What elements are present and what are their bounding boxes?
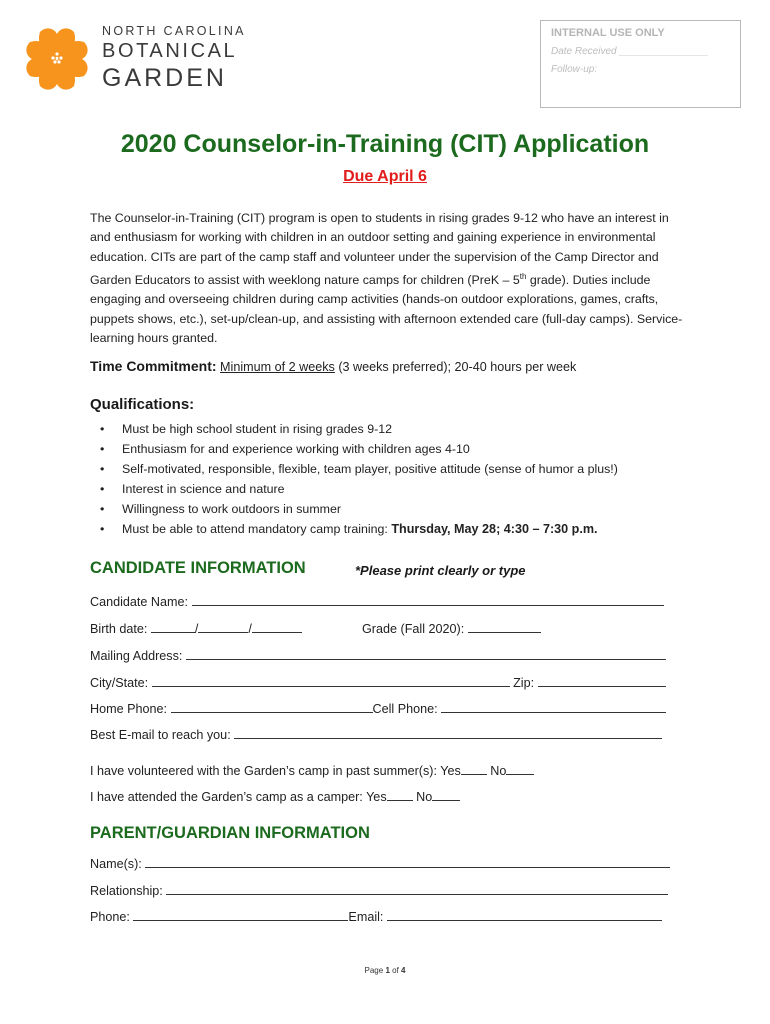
city-zip-row bbox=[90, 674, 666, 690]
parent-names-label: Name(s): bbox=[90, 857, 142, 871]
birth-sep-2: / bbox=[248, 622, 252, 636]
list-item: • Willingness to work outdoors in summer bbox=[100, 500, 618, 520]
list-item: • Enthusiasm for and experience working with children ages 4-10 bbox=[100, 440, 618, 460]
volunteered-label: I have volunteered with the Garden’s camp in past summer(s): Yes bbox=[90, 764, 461, 778]
intro-superscript: th bbox=[519, 271, 527, 281]
list-item: • Interest in science and nature bbox=[100, 480, 618, 500]
grade-label: Grade (Fall 2020): bbox=[362, 622, 465, 636]
grade-row bbox=[362, 620, 541, 636]
best-email-label: Best E-mail to reach you: bbox=[90, 728, 231, 742]
camper-no-label: No bbox=[416, 790, 433, 804]
volunteered-no-label: No bbox=[490, 764, 507, 778]
relationship-row bbox=[90, 882, 668, 898]
internal-use-box bbox=[540, 20, 741, 108]
mailing-address-row bbox=[90, 647, 666, 663]
mailing-address-label: Mailing Address: bbox=[90, 649, 183, 663]
logo-line-2: BOTANICAL bbox=[102, 40, 238, 62]
page-footer bbox=[0, 966, 770, 975]
city-state-label: City/State: bbox=[90, 676, 149, 690]
birth-day-field[interactable] bbox=[198, 620, 248, 633]
due-date: Due April 6 bbox=[343, 168, 427, 185]
intro-text-1: The Counselor-in-Training (CIT) program is open to students in rising grades 9-12 who have an interest in and enthusiasm for working with children in an outdoor setting and gaining experience in environmental education. CITs are part of the camp staff and volunteer under the supervision of the Camp Director and Garden Educators to assist with weeklong nature camps for children (PreK – 5 bbox=[90, 211, 669, 288]
parent-email-field[interactable] bbox=[387, 908, 662, 921]
candidate-name-row bbox=[90, 593, 664, 609]
parent-phone-label: Phone: bbox=[90, 910, 130, 924]
time-commitment-rest: (3 weeks preferred); 20-40 hours per week bbox=[334, 360, 577, 374]
birth-month-field[interactable] bbox=[151, 620, 195, 633]
dogwood-flower-icon bbox=[22, 24, 92, 94]
zip-label: Zip: bbox=[513, 676, 535, 690]
birth-year-field[interactable] bbox=[252, 620, 302, 633]
birth-date-label: Birth date: bbox=[90, 622, 148, 636]
volunteered-row bbox=[90, 762, 534, 778]
page-number: 1 bbox=[385, 966, 390, 975]
parent-email-label: Email: bbox=[348, 910, 384, 924]
page-total: 4 bbox=[401, 966, 406, 975]
zip-field[interactable] bbox=[538, 674, 666, 687]
parent-phone-field[interactable] bbox=[133, 908, 348, 921]
camper-row bbox=[90, 788, 460, 804]
qualifications-list bbox=[100, 420, 618, 539]
training-text: Must be able to attend mandatory camp training: bbox=[122, 521, 392, 536]
intro-paragraph bbox=[90, 209, 690, 348]
camper-yes-field[interactable] bbox=[387, 788, 413, 801]
page-label: Page bbox=[364, 966, 384, 975]
mailing-address-field[interactable] bbox=[186, 647, 666, 660]
time-commitment-label: Time Commitment: bbox=[90, 358, 217, 374]
garden-logo bbox=[22, 24, 252, 94]
print-clearly-note: *Please print clearly or type bbox=[355, 563, 526, 578]
home-phone-field[interactable] bbox=[171, 700, 373, 713]
internal-use-title: INTERNAL USE ONLY bbox=[551, 27, 665, 39]
parent-phone-email-row bbox=[90, 908, 662, 924]
best-email-field[interactable] bbox=[234, 726, 662, 739]
camper-no-field[interactable] bbox=[432, 788, 460, 801]
qualifications-heading: Qualifications: bbox=[90, 396, 195, 413]
cell-phone-field[interactable] bbox=[441, 700, 666, 713]
list-item: • Self-motivated, responsible, flexible, team player, positive attitude (sense of humor a plus!) bbox=[100, 460, 618, 480]
phone-row bbox=[90, 700, 666, 716]
list-item bbox=[100, 520, 618, 540]
date-received-field: Date Received ________________ bbox=[551, 46, 709, 57]
city-state-field[interactable] bbox=[152, 674, 510, 687]
relationship-field[interactable] bbox=[166, 882, 668, 895]
page-title: 2020 Counselor-in-Training (CIT) Application bbox=[120, 130, 650, 158]
parent-names-field[interactable] bbox=[145, 855, 670, 868]
email-row bbox=[90, 726, 662, 742]
birth-date-row bbox=[90, 620, 302, 636]
logo-line-1: NORTH CAROLINA bbox=[102, 24, 246, 38]
logo-line-3: GARDEN bbox=[102, 64, 227, 92]
candidate-name-label: Candidate Name: bbox=[90, 595, 189, 609]
volunteered-no-field[interactable] bbox=[506, 762, 534, 775]
candidate-name-field[interactable] bbox=[192, 593, 664, 606]
cell-phone-label: Cell Phone: bbox=[372, 702, 438, 716]
list-item: • Must be high school student in rising grades 9-12 bbox=[100, 420, 618, 440]
parent-info-heading: PARENT/GUARDIAN INFORMATION bbox=[90, 824, 370, 842]
grade-field[interactable] bbox=[468, 620, 541, 633]
volunteered-yes-field[interactable] bbox=[461, 762, 487, 775]
candidate-info-heading: CANDIDATE INFORMATION bbox=[90, 559, 306, 577]
camper-label: I have attended the Garden’s camp as a camper: Yes bbox=[90, 790, 387, 804]
intro-text-2: grade). Duties include engaging and overseeing children during camp activities (hands-on outdoor explorations, games, crafts, puppets shows, etc.), set-up/clean-up, and assisting with afternoon extended care (full-day camps). Service-learning hours granted. bbox=[90, 273, 683, 345]
relationship-label: Relationship: bbox=[90, 884, 163, 898]
time-commitment bbox=[90, 358, 576, 374]
page-of: of bbox=[392, 966, 399, 975]
birth-sep-1: / bbox=[194, 622, 199, 636]
follow-up-field: Follow-up: bbox=[551, 64, 598, 75]
training-date: Thursday, May 28; 4:30 – 7:30 p.m. bbox=[391, 521, 598, 536]
home-phone-label: Home Phone: bbox=[90, 702, 168, 716]
time-commitment-minimum: Minimum of 2 weeks bbox=[220, 360, 335, 374]
parent-names-row bbox=[90, 855, 670, 871]
